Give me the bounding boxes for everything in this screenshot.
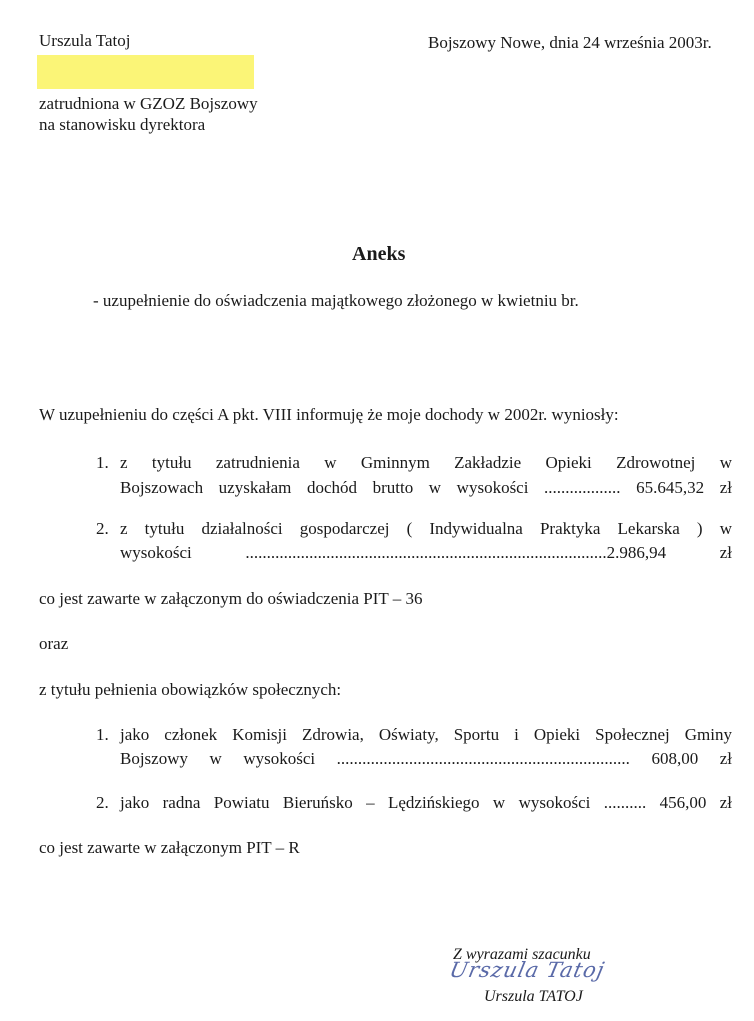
income-item-1-line-1: z tytułu zatrudnienia w Gminnym Zakładzie Opieki Zdrowotnej w	[120, 453, 732, 472]
intro-paragraph: W uzupełnieniu do części A pkt. VIII informuję że moje dochody w 2002r. wyniosły:	[39, 405, 619, 424]
position-line-2: na stanowisku dyrektora	[39, 115, 206, 134]
position-line-1: zatrudniona w GZOZ Bojszowy	[39, 94, 258, 113]
pit36-note: co jest zawarte w załączonym do oświadczenia PIT – 36	[39, 589, 423, 608]
oraz-text: oraz	[39, 634, 69, 653]
social-item-2-line-1: jako radna Powiatu Bieruńsko – Lędzińskiego w wysokości .......... 456,00 zł	[120, 793, 732, 812]
handwritten-signature: Urszula Tatoj	[447, 958, 608, 982]
signature-printed-name: Urszula TATOJ	[484, 988, 583, 1005]
author-name: Urszula Tatoj	[39, 31, 131, 50]
document-title: Aneks	[352, 243, 406, 265]
social-item-2-number: 2.	[96, 793, 109, 812]
income-item-1-line-2: Bojszowach uzyskałam dochód brutto w wysokości .................. 65.645,32 zł	[120, 478, 732, 497]
pitr-note: co jest zawarte w załączonym PIT – R	[39, 838, 300, 857]
social-duties-intro: z tytułu pełnienia obowiązków społecznych:	[39, 680, 342, 699]
redacted-address-highlight	[37, 55, 254, 89]
document-subtitle: - uzupełnienie do oświadczenia majątkowego złożonego w kwietniu br.	[93, 291, 579, 310]
social-item-1-line-2: Bojszowy w wysokości ..................................................................... 608,00 zł	[120, 749, 732, 768]
social-item-1-line-1: jako członek Komisji Zdrowia, Oświaty, Sportu i Opieki Społecznej Gminy	[120, 725, 732, 744]
closing-greeting: Z wyrazami szacunku	[453, 946, 591, 963]
social-item-1-number: 1.	[96, 725, 109, 744]
income-item-1-number: 1.	[96, 453, 109, 472]
place-date: Bojszowy Nowe, dnia 24 września 2003r.	[428, 33, 712, 52]
income-item-2-number: 2.	[96, 519, 109, 538]
income-item-2-line-1: z tytułu działalności gospodarczej ( Indywidualna Praktyka Lekarska ) w	[120, 519, 732, 538]
income-item-2-line-2: wysokości .....................................................................................2.986,94 zł	[120, 543, 732, 562]
